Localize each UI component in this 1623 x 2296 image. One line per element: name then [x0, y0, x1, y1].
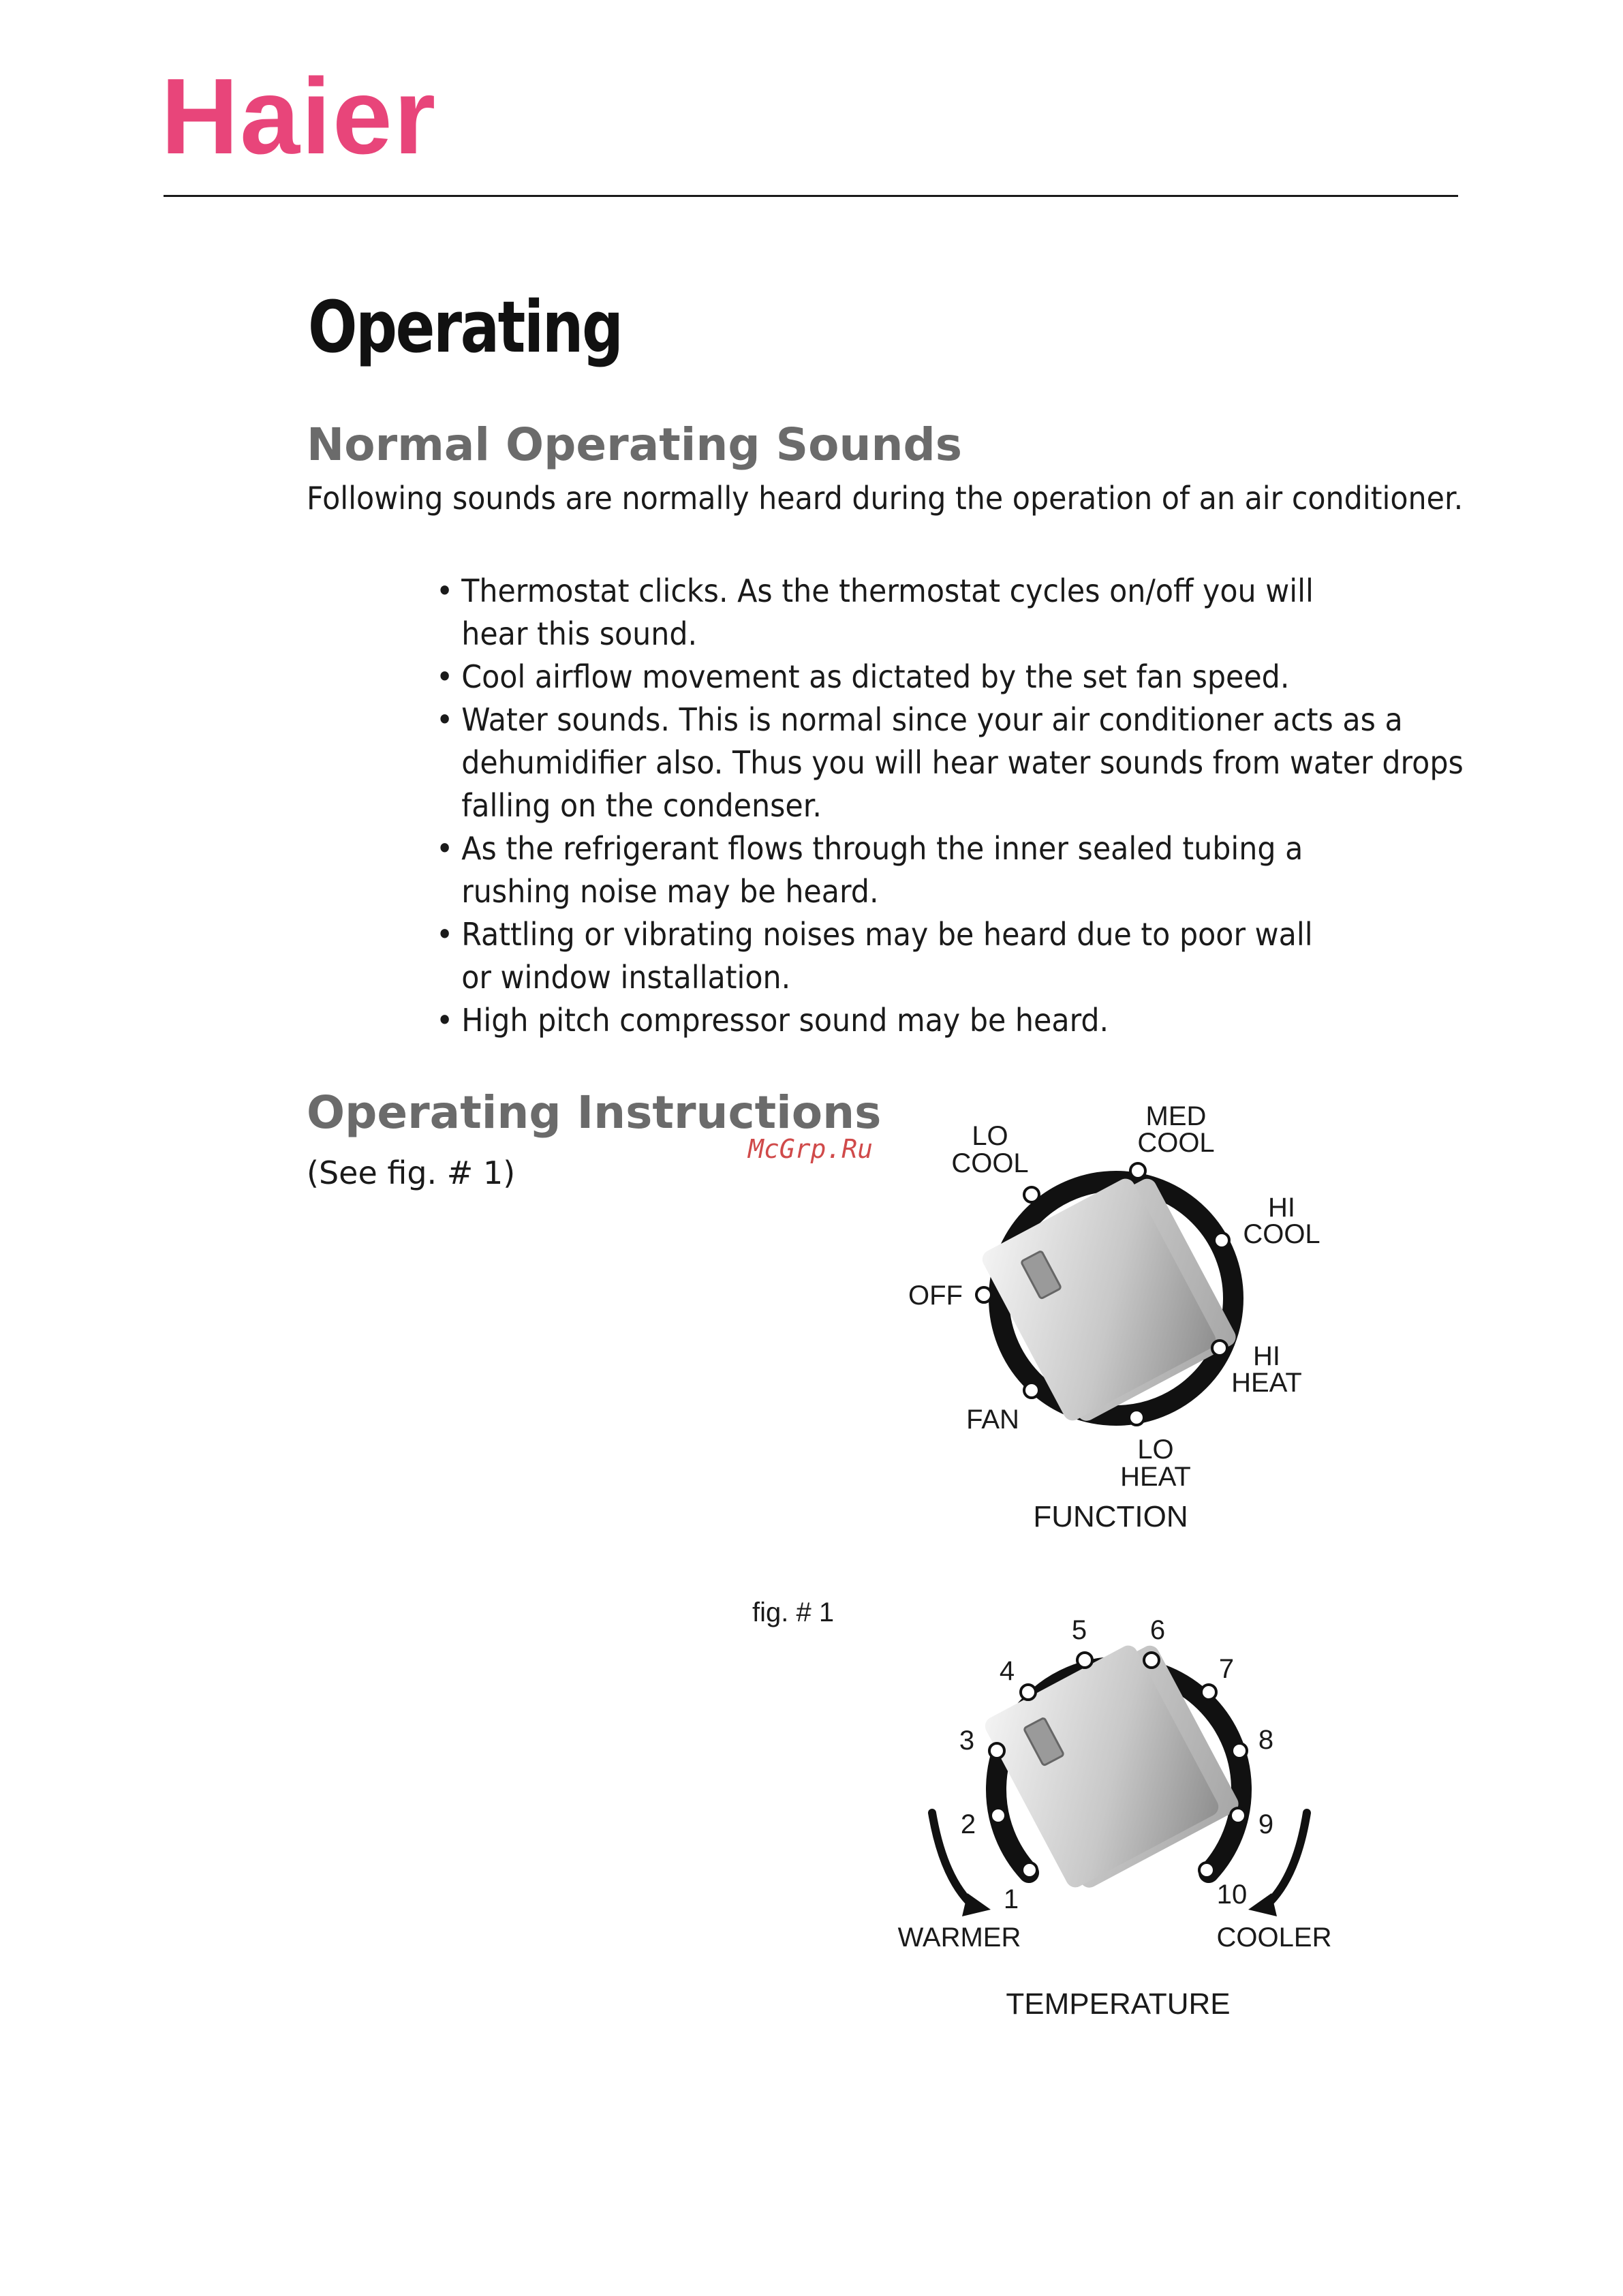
function-dial-title: FUNCTION: [1033, 1500, 1188, 1533]
page-title: Operating: [308, 286, 622, 369]
list-item-line: • As the refrigerant flows through the inner sealed tubing a: [461, 830, 1303, 867]
temperature-number: 3: [959, 1726, 975, 1756]
temperature-number: 6: [1149, 1615, 1166, 1645]
dial-label: LO: [972, 1121, 1008, 1151]
list-item-line: • Cool airflow movement as dictated by the set fan speed.: [461, 658, 1290, 695]
dial-dot: [989, 1743, 1004, 1758]
dial-label: FAN: [966, 1405, 1019, 1435]
instructions-heading: Operating Instructions: [307, 1086, 882, 1139]
list-item-line: • Water sounds. This is normal since your air conditioner acts as a: [461, 701, 1403, 738]
dial-label: COOL: [951, 1148, 1029, 1178]
list-item-line: rushing noise may be heard.: [461, 873, 879, 910]
function-dial[interactable]: [908, 1101, 1320, 1533]
temperature-dial-title: TEMPERATURE: [1006, 1987, 1231, 2021]
list-item-line: • Thermostat clicks. As the thermostat cycles on/off you will: [461, 572, 1314, 609]
dial-label: COOL: [1243, 1219, 1320, 1249]
see-fig-note: (See fig. # 1): [307, 1154, 516, 1191]
dial-dot: [1077, 1653, 1092, 1668]
dial-dot: [1214, 1233, 1229, 1248]
cooler-label: COOLER: [1216, 1923, 1332, 1953]
temperature-number: 5: [1071, 1615, 1087, 1645]
temperature-dial[interactable]: [898, 1615, 1332, 2021]
list-item-line: • Rattling or vibrating noises may be heard due to poor wall: [461, 916, 1313, 953]
list-item-line: • High pitch compressor sound may be heard.: [461, 1002, 1109, 1039]
list-item-line: or window installation.: [461, 959, 791, 996]
dial-dot: [1212, 1341, 1227, 1356]
temperature-number: 4: [999, 1656, 1015, 1686]
dial-dot: [1201, 1685, 1216, 1700]
list-item-line: hear this sound.: [461, 615, 698, 652]
dial-dot: [1130, 1163, 1145, 1178]
temperature-number: 7: [1218, 1654, 1235, 1684]
dial-label: COOL: [1137, 1128, 1215, 1158]
dial-dot: [1144, 1653, 1159, 1668]
dial-label: LO: [1137, 1435, 1174, 1465]
dial-dot: [1021, 1685, 1036, 1700]
dial-dot: [1129, 1410, 1144, 1425]
temperature-number: 2: [960, 1809, 976, 1839]
dial-dot: [1232, 1743, 1247, 1758]
sounds-intro: Following sounds are normally heard during the operation of an air conditioner.: [307, 480, 1464, 517]
haier-logo: Haier: [161, 57, 437, 177]
dial-dot: [1024, 1187, 1039, 1202]
dial-dot: [1199, 1863, 1214, 1878]
dial-label: HEAT: [1231, 1368, 1302, 1398]
warmer-label: WARMER: [897, 1923, 1021, 1953]
list-item-line: dehumidifier also. Thus you will hear water sounds from water drops: [461, 744, 1464, 781]
dial-dot: [991, 1808, 1006, 1823]
dial-label: HEAT: [1120, 1462, 1191, 1492]
list-item-line: falling on the condenser.: [461, 787, 822, 824]
dial-label: HI: [1253, 1341, 1280, 1371]
dial-dot: [1022, 1863, 1037, 1878]
figure-label: fig. # 1: [752, 1597, 835, 1627]
dial-label: OFF: [908, 1281, 963, 1311]
watermark: McGrp.Ru: [748, 1134, 874, 1164]
dial-dot: [976, 1287, 991, 1302]
temperature-number: 9: [1258, 1809, 1274, 1839]
dial-dot: [1231, 1808, 1246, 1823]
temperature-number: 8: [1258, 1725, 1274, 1755]
cooler-arrow: [1248, 1813, 1307, 1916]
temperature-number: 1: [1003, 1884, 1019, 1914]
temperature-number: 10: [1216, 1880, 1248, 1910]
dial-label: HI: [1268, 1193, 1295, 1223]
sounds-heading: Normal Operating Sounds: [307, 418, 962, 471]
dial-label: MED: [1145, 1101, 1207, 1131]
dial-dot: [1024, 1383, 1039, 1398]
